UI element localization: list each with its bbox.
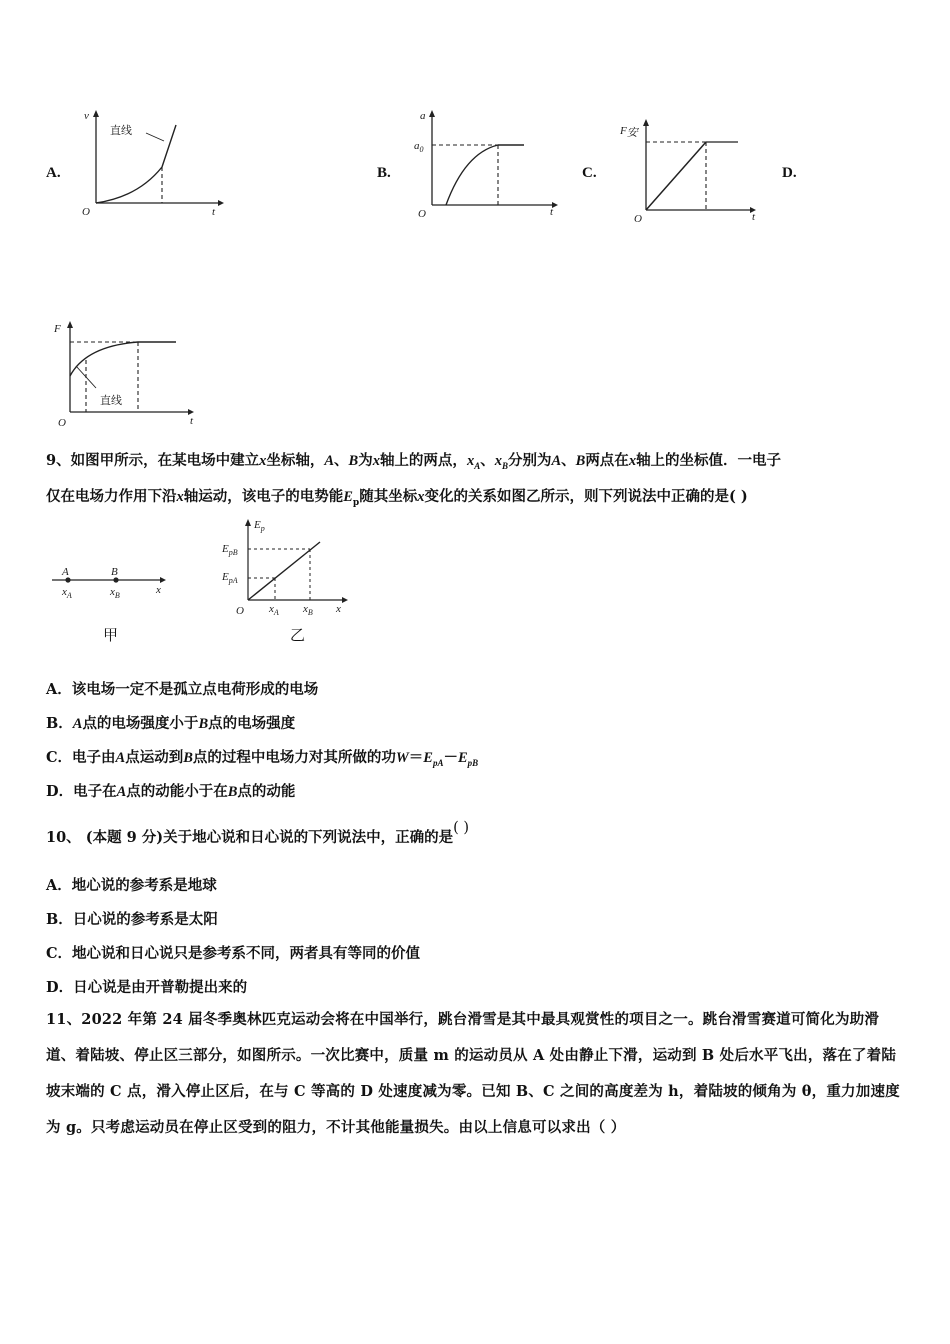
q9-line-1: 9、如图甲所示，在某电场中建立x坐标轴，A、B为x轴上的两点，$x_A$、$x_B$分别为A、B两点在x轴上的坐标值．一电子 bbox=[46, 452, 782, 471]
epa-label: $E_{pA}$ bbox=[222, 571, 238, 585]
option-d-graph bbox=[46, 316, 206, 431]
q9-line-2: 仅在电场力作用下沿x轴运动，该电子的电势能$E_p$随其坐标x变化的关系如图乙所示，则下列说法中正确的是( ) bbox=[46, 488, 748, 508]
axis-x-label: x bbox=[336, 603, 341, 615]
origin-label: O bbox=[82, 206, 90, 218]
q9-option-b: B．A点的电场强度小于B点的电场强度 bbox=[46, 715, 296, 732]
q10-stem: 10、 (本题 9 分)关于地心说和日心说的下列说法中，正确的是( ) bbox=[46, 820, 470, 846]
axis-v-label: v bbox=[84, 110, 89, 122]
figure-yi-caption: 乙 bbox=[290, 626, 306, 644]
figure-jia-caption: 甲 bbox=[103, 626, 119, 644]
axis-t-label: t bbox=[190, 415, 194, 427]
a0-label: $a_0$ bbox=[414, 140, 424, 154]
q10-answer-paren: ( ) bbox=[453, 820, 470, 836]
q10-option-a: A．地心说的参考系是地球 bbox=[46, 877, 217, 894]
axis-f-label: F安 bbox=[620, 125, 638, 139]
figure-jia bbox=[48, 560, 178, 610]
straight-line-annotation: 直线 bbox=[100, 394, 122, 407]
point-a-label: A bbox=[62, 566, 69, 578]
option-c-label: C. bbox=[582, 165, 597, 181]
axis-t-label: t bbox=[212, 206, 216, 218]
axis-f-label: F bbox=[54, 323, 61, 335]
origin-label: O bbox=[634, 213, 642, 225]
figure-yi bbox=[218, 514, 358, 624]
xa-label: $x_A$ bbox=[62, 586, 72, 600]
option-b-label: B. bbox=[377, 165, 391, 181]
straight-line-annotation: 直线 bbox=[110, 124, 132, 137]
q11-stem: 11、2022 年第 24 届冬季奥林匹克运动会将在中国举行，跳台滑雪是其中最具观赏性的项目之一。跳台滑雪赛道可简化为助滑道、着陆坡、停止区三部分，如图所示。一次比赛中，质量 m 的运动员从 A 处由静止下滑，运动到 B 处后水平飞出，落在了着陆坡末端的 C 点，滑入停止区后，在与 C 等高的 D 处速度减为零。已知 B、C 之间的高度差为 h，着陆坡的倾角为 θ，重力加速度为 g。只考虑运动员在停止区受到的阻力，不计其他能量损失。由以上信息可以求出（ ） bbox=[46, 1011, 900, 1136]
axis-t-label: t bbox=[752, 211, 756, 223]
option-d-label: D. bbox=[782, 165, 797, 181]
epb-label: $E_{pB}$ bbox=[222, 543, 238, 557]
q10-option-d: D．日心说是由开普勒提出来的 bbox=[46, 979, 248, 996]
axis-t-label: t bbox=[550, 206, 554, 218]
xb-label: $x_B$ bbox=[110, 586, 120, 600]
option-b-graph bbox=[410, 105, 565, 220]
ep-axis-label: $E_p$ bbox=[254, 519, 265, 533]
q10-option-c: C．地心说和日心说只是参考系不同，两者具有等同的价值 bbox=[46, 945, 421, 962]
origin-label: O bbox=[418, 208, 426, 220]
q9-option-d: D．电子在A点的动能小于在B点的动能 bbox=[46, 783, 296, 800]
q10-option-b: B．日心说的参考系是太阳 bbox=[46, 911, 218, 928]
origin-label: O bbox=[236, 605, 244, 617]
point-b-label: B bbox=[111, 566, 118, 578]
axis-x-label: x bbox=[156, 584, 161, 596]
xa-label: $x_A$ bbox=[269, 603, 279, 617]
option-c-graph bbox=[618, 112, 768, 227]
q9-option-a: A．该电场一定不是孤立点电荷形成的电场 bbox=[46, 681, 319, 698]
axis-a-label: a bbox=[420, 110, 426, 122]
xb-label: $x_B$ bbox=[303, 603, 313, 617]
option-a-graph bbox=[78, 105, 228, 220]
q9-option-c: C．电子由A点运动到B点的过程中电场力对其所做的功$W=E_{pA}-E_{pB}$ bbox=[46, 749, 479, 768]
origin-label: O bbox=[58, 417, 66, 429]
option-a-label: A. bbox=[46, 165, 61, 181]
